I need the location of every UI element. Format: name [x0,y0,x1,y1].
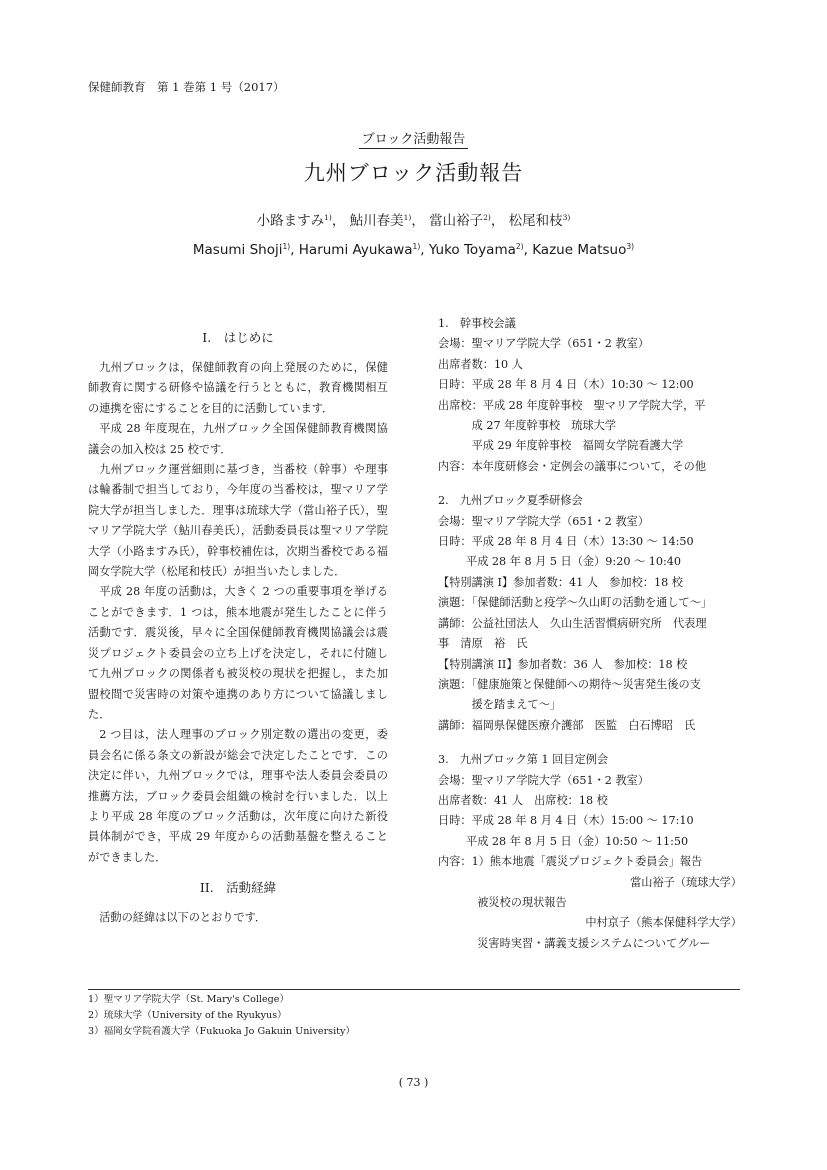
info-line: 【特別講演 I】参加者数：41 人 参加校：18 校 [438,575,683,589]
author-name: 當山裕子 [429,213,484,229]
author-affiliation-mark: 2) [515,242,524,251]
author-name: 小路ますみ [256,213,325,229]
info-line: 災害時実習・講義支援システムについてグルー [477,936,711,950]
footnote: 1）聖マリア学院大学（St. Mary's College） [88,994,290,1005]
author-name: 鮎川春美 [349,213,404,229]
footnote: 2）琉球大学（University of the Ryukyus） [88,1010,287,1021]
spacer [438,477,742,491]
spacer [88,900,388,908]
author-affiliation-mark: 2) [483,213,491,222]
author-separator: ， [490,213,505,229]
paragraph: 2 つ目は，法人理事のブロック別定数の選出の変更，委員会名に係る条文の新設が総会で決定したことです．この決定に伴い，九州ブロックでは，理事や法人委員会委員の推薦方法，ブロック委員会組織の検討を行いました．以上より平成 28 年度のブロック活動は，次年度に向けた新役員体制ができ，平成 29 年度からの活動基盤を整えることができました． [88,728,388,864]
info-line: 出席者数：41 人 出席校：18 校 [438,793,608,807]
page-number: ( 73 ) [398,1076,429,1089]
info-line: 日時：平成 28 年 8 月 4 日（木）13:30 ～ 14:50 [438,535,694,549]
info-line: 被災校の現状報告 [477,895,567,909]
author-affiliation-mark: 1) [282,242,291,251]
info-line: 演題：「健康施策と保健師への期待～災害発生後の支 [438,677,701,691]
author-affiliation-mark: 1) [412,242,421,251]
running-header: 保健師教育 第 1 巻第 1 号（2017） [88,80,285,94]
article-category [0,128,827,147]
paragraph: 活動の経緯は以下のとおりです． [99,911,267,925]
info-line: 講師：福岡県保健医療介護部 医監 白石博昭 氏 [438,718,696,732]
info-line: 内容：1）熊本地震「震災プロジェクト委員会」報告 [438,855,703,869]
author-separator: , [523,242,533,258]
author-separator: ， [411,213,425,229]
author-name: Kazue Matsuo [532,242,627,258]
subsection-title: 2. 九州ブロック夏季研修会 [438,494,583,508]
author-affiliation-mark: 3) [626,242,635,251]
info-line: 平成 29 年度幹事校 福岡女学院看護大学 [471,439,684,453]
info-line: 出席校：平成 28 年度幹事校 聖マリア学院大学，平 [438,398,706,412]
author-name: Masumi Shoji [192,242,283,258]
section-heading-introduction: I. はじめに [202,330,274,345]
authors-japanese [0,209,827,229]
info-line: 事 清原 裕 氏 [438,637,528,651]
info-line: 会場：聖マリア学院大学（651・2 教室） [438,514,650,528]
section-heading-activity: II. 活動経緯 [199,880,277,896]
info-line: 成 27 年度幹事校 琉球大学 [471,419,617,433]
paragraph: 九州ブロック運営細則に基づき，当番校（幹事）や理事は輪番制で担当しており，今年度の当番校は，聖マリア学院大学が担当しました．理事は琉球大学（當山裕子氏），聖マリア学院大学（鮎川春美氏），活動委員長は聖マリア学院大学（小路ますみ氏），幹事校補佐は，次期当番校である福岡女学院大学（松尾和枝氏）が担当いたしました． [88,463,388,579]
paragraph: 平成 28 年度の活動は，大きく 2 つの重要事項を挙げることができます．1 つは，熊本地震が発生したことに伴う活動です．震災後，早々に全国保健師教育機関協議会は震災プロジェクト委員会の立ち上げを決定し，それに付随して九州ブロックの関係者も被災校の現状を把握し，また加盟校間で災害時の対策や連携のあり方について協議しました． [88,585,388,721]
info-line: 会場：聖マリア学院大学（651・2 教室） [438,773,650,787]
article-title: 九州ブロック活動報告 [303,161,524,185]
author-affiliation-mark: 1) [324,213,332,222]
right-column [438,314,742,954]
info-line: 内容：本年度研修会・定例会の議事について，その他 [438,459,707,473]
left-column [88,326,388,929]
paragraph: 九州ブロックは，保健師教育の向上発展のために，保健師教育に関する研修や協議を行うとともに，教育機関相互の連携を密にすることを目的に活動しています． [88,361,388,415]
info-line: 日時：平成 28 年 8 月 4 日（木）10:30 ～ 12:00 [438,378,694,392]
info-line: 平成 28 年 8 月 5 日（金）9:20 ～ 10:40 [466,555,681,569]
authors-english [0,242,827,258]
info-line: 援を踏まえて～」 [471,698,562,712]
info-line: 出席者数：10 人 [438,357,523,371]
footnote-divider [88,989,740,990]
info-line: 平成 28 年 8 月 5 日（金）10:50 ～ 11:50 [466,834,689,848]
footnotes [88,992,355,1040]
author-separator: , [420,242,429,258]
info-line: 當山裕子（琉球大学） [630,875,742,889]
author-separator: ， [331,213,346,229]
info-line: 日時：平成 28 年 8 月 4 日（木）15:00 ～ 17:10 [438,814,694,828]
author-affiliation-mark: 3) [562,213,571,222]
spacer [438,736,742,750]
footnote: 3）福岡女学院看護大学（Fukuoka Jo Gakuin University） [88,1026,356,1037]
info-line: 中村京子（熊本保健科学大学） [585,916,742,930]
info-line: 会場：聖マリア学院大学（651・2 教室） [438,337,650,351]
article-category-label: ブロック活動報告 [359,132,469,149]
author-name: Harumi Ayukawa [298,242,413,258]
author-name: 松尾和枝 [508,213,563,229]
info-line: 演題：「保健師活動と疫学～久山町の活動を通して～」 [438,596,713,610]
info-line: 講師：公益社団法人 久山生活習慣病研究所 代表理 [438,616,707,630]
author-separator: , [290,242,299,258]
author-affiliation-mark: 1) [403,213,412,222]
spacer [88,350,388,358]
spacer [88,868,388,876]
info-line: 【特別講演 II】参加者数：36 人 参加校：18 校 [438,657,688,671]
subsection-title: 1. 幹事校会議 [438,317,516,330]
subsection-title: 3. 九州ブロック第 1 回目定例会 [438,753,609,767]
paragraph: 平成 28 年度現在，九州ブロック全国保健師教育機関協議会の加入校は 25 校です． [88,422,388,456]
author-name: Yuko Toyama [428,242,516,258]
